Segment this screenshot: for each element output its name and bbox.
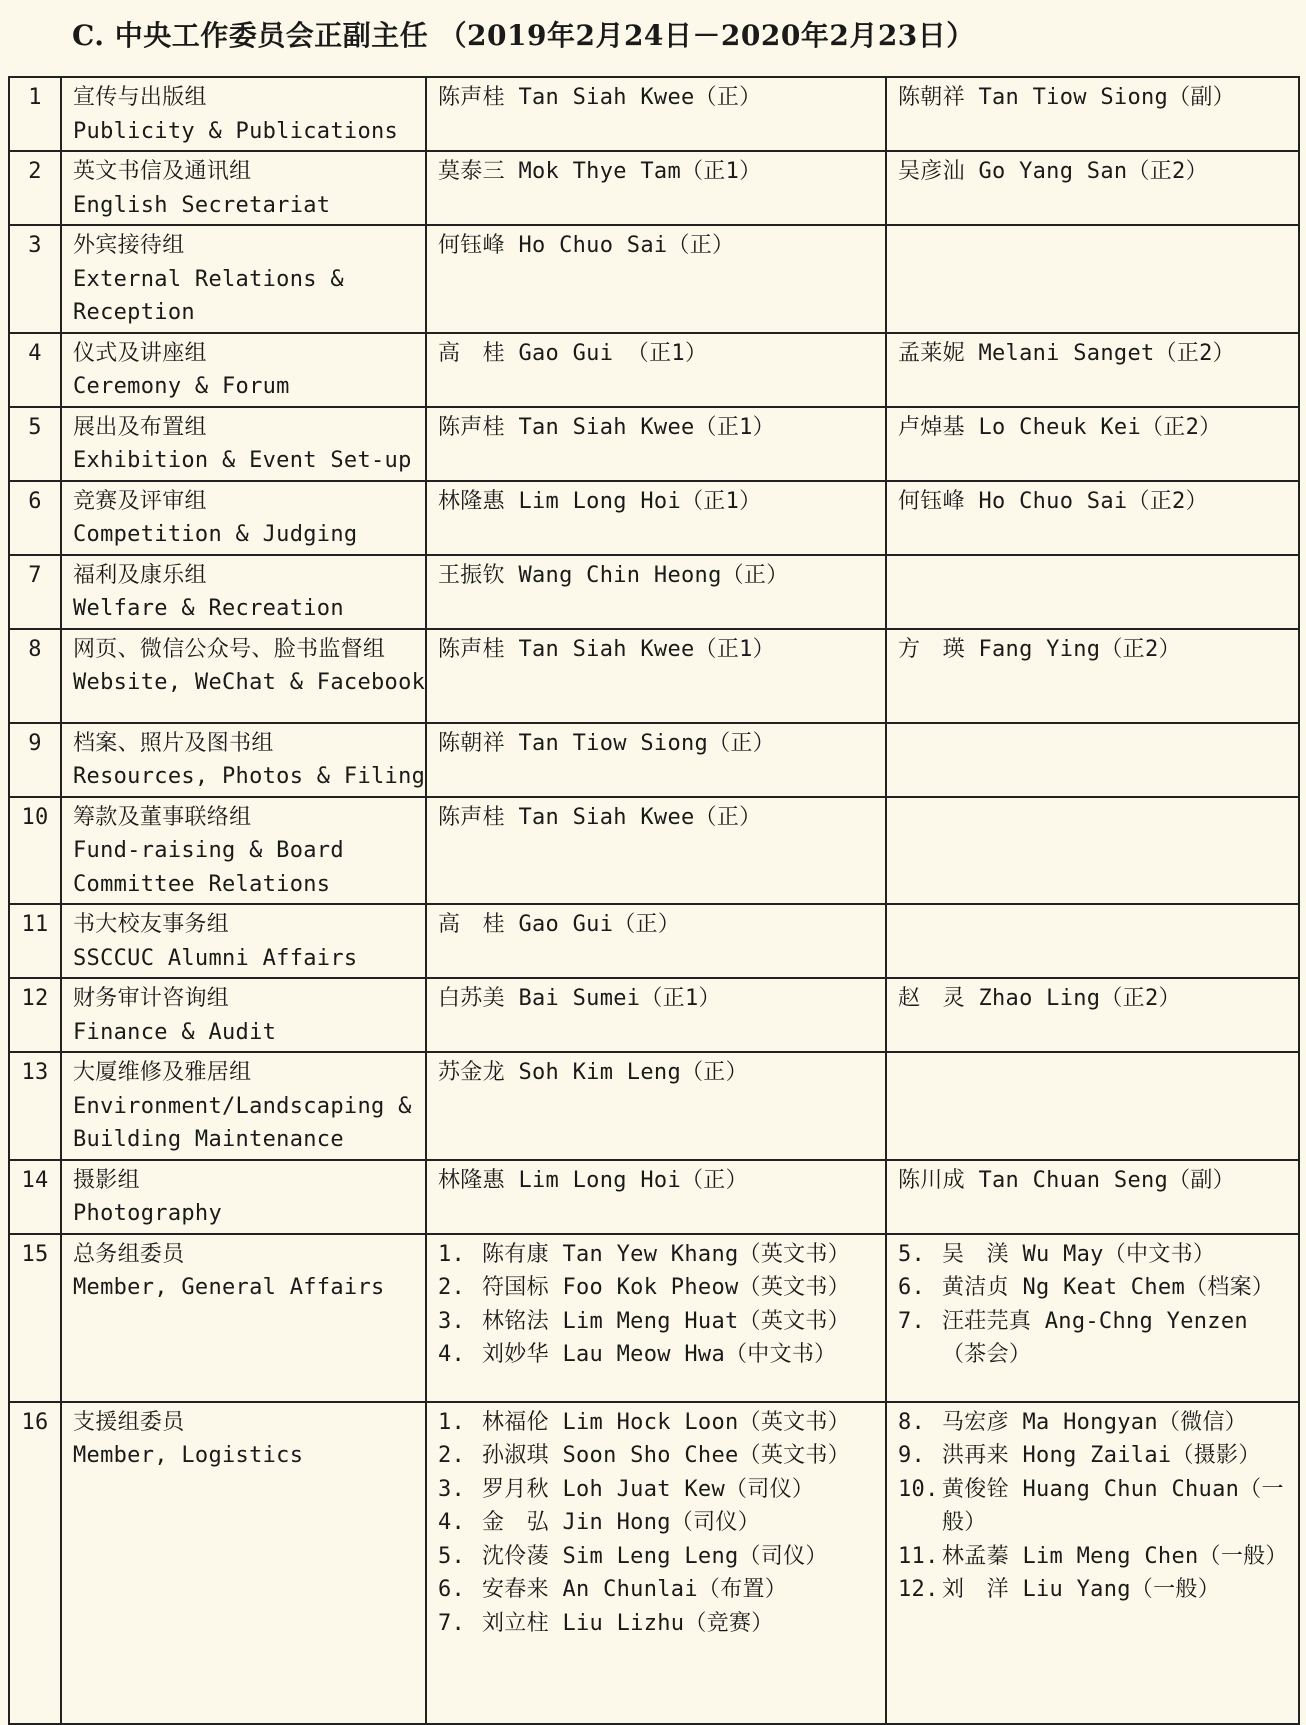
item-index: 2. [438, 1275, 466, 1300]
group-cell [61, 407, 426, 481]
member-name: 陈有康 Tan Yew Khang（英文书） [482, 1241, 851, 1267]
table-row [9, 723, 1299, 797]
group-name-en: Photography [73, 1201, 222, 1226]
group-cell [61, 723, 426, 797]
secondary-leader [886, 555, 1299, 629]
row-number: 12 [9, 978, 61, 1052]
row-number: 1 [9, 77, 61, 151]
group-cell [61, 333, 426, 407]
group-name-cn: 财务审计咨询组 [73, 986, 230, 1011]
group-cell [61, 1160, 426, 1234]
list-item [898, 1406, 1292, 1440]
group-name-cn: 外宾接待组 [73, 233, 185, 258]
primary-leader: 高 桂 Gao Gui （正1） [426, 333, 886, 407]
primary-leader: 莫泰三 Mok Thye Tam（正1） [426, 151, 886, 225]
secondary-leader [886, 797, 1299, 905]
item-index: 1. [438, 1241, 466, 1267]
group-name-en: Environment/Landscaping & Building Maintenance [73, 1093, 412, 1152]
group-name-en: Member, General Affairs [73, 1275, 385, 1300]
primary-leader: 陈朝祥 Tan Tiow Siong（正） [426, 723, 886, 797]
list-item [898, 1573, 1292, 1607]
item-index: 7. [898, 1308, 926, 1334]
list-item [438, 1271, 879, 1305]
primary-leader: 林隆惠 Lim Long Hoi（正） [426, 1160, 886, 1234]
group-cell [61, 629, 426, 723]
primary-leader: 何钰峰 Ho Chuo Sai（正） [426, 225, 886, 333]
row-number: 16 [9, 1402, 61, 1724]
primary-leader: 白苏美 Bai Sumei（正1） [426, 978, 886, 1052]
member-list-right [886, 1402, 1299, 1724]
group-name-en: Fund-raising & Board Committee Relations [73, 838, 344, 897]
list-item [438, 1238, 879, 1272]
secondary-leader: 赵 灵 Zhao Ling（正2） [886, 978, 1299, 1052]
table-row [9, 1160, 1299, 1234]
member-name: 孙淑琪 Soon Sho Chee（英文书） [482, 1443, 851, 1468]
list-item [898, 1439, 1292, 1473]
item-index: 5. [898, 1241, 926, 1267]
row-number: 5 [9, 407, 61, 481]
member-name: 吴 渼 Wu May（中文书） [942, 1241, 1216, 1267]
list-item [438, 1506, 879, 1540]
item-index: 7. [438, 1610, 466, 1636]
item-index: 1. [438, 1409, 466, 1435]
row-number: 9 [9, 723, 61, 797]
member-name: 马宏彦 Ma Hongyan（微信） [942, 1409, 1248, 1435]
primary-leader: 王振钦 Wang Chin Heong（正） [426, 555, 886, 629]
row-number: 10 [9, 797, 61, 905]
secondary-leader [886, 1052, 1299, 1160]
group-name-cn: 总务组委员 [73, 1241, 185, 1267]
group-name-cn: 英文书信及通讯组 [73, 159, 252, 184]
member-name: 沈伶蓤 Sim Leng Leng（司仪） [482, 1543, 828, 1569]
row-number: 3 [9, 225, 61, 333]
group-name-en: Finance & Audit [73, 1019, 277, 1045]
item-index: 4. [438, 1342, 466, 1367]
group-name-en: Ceremony & Forum [73, 374, 290, 399]
group-name-en: Exhibition & Event Set-up [73, 448, 412, 473]
page-title: C. 中央工作委员会正副主任 （2019年2月24日－2020年2月23日） [72, 19, 975, 52]
member-name: 安春来 An Chunlai（布置） [482, 1577, 788, 1602]
member-name: 刘立柱 Liu Lizhu（竞赛） [482, 1610, 774, 1636]
group-cell [61, 904, 426, 978]
secondary-leader [886, 225, 1299, 333]
member-name: 符国标 Foo Kok Pheow（英文书） [482, 1275, 851, 1300]
group-cell [61, 978, 426, 1052]
group-name-en: Member, Logistics [73, 1443, 304, 1468]
member-name: 罗月秋 Loh Juat Kew（司仪） [482, 1476, 815, 1502]
group-name-cn: 宣传与出版组 [73, 85, 207, 110]
group-name-cn: 摄影组 [73, 1167, 140, 1193]
group-name-cn: 竞赛及评审组 [73, 488, 207, 514]
group-name-cn: 网页、微信公众号、脸书监督组 [73, 636, 386, 662]
item-index: 3. [438, 1308, 466, 1334]
table-row [9, 797, 1299, 905]
primary-leader: 陈声桂 Tan Siah Kwee（正） [426, 77, 886, 151]
table-row [9, 1234, 1299, 1402]
group-cell [61, 555, 426, 629]
table-row [9, 1402, 1299, 1724]
group-name-en: Resources, Photos & Filing [73, 764, 426, 789]
member-name: 刘妙华 Lau Meow Hwa（中文书） [482, 1342, 837, 1367]
member-name: 金 弘 Jin Hong（司仪） [482, 1510, 761, 1535]
secondary-leader: 方 瑛 Fang Ying（正2） [886, 629, 1299, 723]
table-row [9, 1052, 1299, 1160]
member-name: 洪再来 Hong Zailai（摄影） [942, 1443, 1261, 1468]
row-number: 4 [9, 333, 61, 407]
group-cell [61, 797, 426, 905]
list-item [438, 1573, 879, 1607]
row-number: 13 [9, 1052, 61, 1160]
list-item [898, 1540, 1292, 1574]
table-row [9, 555, 1299, 629]
list-item [438, 1540, 879, 1574]
item-index: 4. [438, 1510, 466, 1535]
group-name-cn: 支援组委员 [73, 1409, 185, 1435]
list-item [438, 1439, 879, 1473]
row-number: 8 [9, 629, 61, 723]
table-row [9, 407, 1299, 481]
group-name-en: Publicity & Publications [73, 118, 399, 144]
table-row [9, 481, 1299, 555]
secondary-leader: 孟莱妮 Melani Sanget（正2） [886, 333, 1299, 407]
group-cell [61, 1234, 426, 1402]
item-index: 6. [898, 1275, 926, 1300]
list-item [898, 1305, 1292, 1372]
member-name: 林孟蓁 Lim Meng Chen（一般） [942, 1543, 1288, 1569]
table-row [9, 629, 1299, 723]
item-index: 2. [438, 1443, 466, 1468]
secondary-leader [886, 904, 1299, 978]
secondary-leader: 陈川成 Tan Chuan Seng（副） [886, 1160, 1299, 1234]
item-index: 5. [438, 1543, 466, 1569]
member-list-left [426, 1402, 886, 1724]
group-name-cn: 展出及布置组 [73, 414, 207, 440]
row-number: 11 [9, 904, 61, 978]
item-index: 3. [438, 1476, 466, 1502]
secondary-leader: 陈朝祥 Tan Tiow Siong（副） [886, 77, 1299, 151]
row-number: 15 [9, 1234, 61, 1402]
member-name: 刘 洋 Liu Yang（一般） [942, 1577, 1221, 1602]
primary-leader: 林隆惠 Lim Long Hoi（正1） [426, 481, 886, 555]
group-cell [61, 77, 426, 151]
group-name-en: SSCCUC Alumni Affairs [73, 945, 358, 971]
row-number: 2 [9, 151, 61, 225]
member-name: 黄俊铨 Huang Chun Chuan（一般） [942, 1476, 1284, 1535]
group-cell [61, 225, 426, 333]
item-index: 10. [898, 1476, 939, 1502]
primary-leader: 苏金龙 Soh Kim Leng（正） [426, 1052, 886, 1160]
group-name-en: External Relations & Reception [73, 266, 344, 325]
list-item [898, 1238, 1292, 1272]
list-item [438, 1305, 879, 1339]
committee-table [8, 76, 1300, 1725]
group-name-cn: 档案、照片及图书组 [73, 730, 274, 756]
row-number: 7 [9, 555, 61, 629]
group-name-cn: 大厦维修及雅居组 [73, 1060, 252, 1085]
group-name-en: English Secretariat [73, 192, 331, 218]
group-name-en: Website, WeChat & Facebook [73, 670, 426, 695]
member-name: 林铭法 Lim Meng Huat（英文书） [482, 1308, 851, 1334]
member-name: 汪荘芫真 Ang-Chng Yenzen（茶会） [942, 1308, 1248, 1367]
table-row [9, 333, 1299, 407]
table-row [9, 978, 1299, 1052]
primary-leader: 陈声桂 Tan Siah Kwee（正1） [426, 629, 886, 723]
list-item [438, 1607, 879, 1641]
member-name: 林福伦 Lim Hock Loon（英文书） [482, 1409, 851, 1435]
item-index: 9. [898, 1443, 926, 1468]
table-row [9, 77, 1299, 151]
primary-leader: 陈声桂 Tan Siah Kwee（正1） [426, 407, 886, 481]
table-row [9, 225, 1299, 333]
list-item [898, 1271, 1292, 1305]
group-name-cn: 书大校友事务组 [73, 912, 230, 937]
table-row [9, 151, 1299, 225]
group-cell [61, 1402, 426, 1724]
group-name-en: Competition & Judging [73, 522, 358, 547]
secondary-leader: 何钰峰 Ho Chuo Sai（正2） [886, 481, 1299, 555]
row-number: 6 [9, 481, 61, 555]
group-cell [61, 481, 426, 555]
group-name-cn: 仪式及讲座组 [73, 340, 207, 366]
member-name: 黄洁贞 Ng Keat Chem（档案） [942, 1275, 1275, 1300]
group-name-cn: 筹款及董事联络组 [73, 804, 252, 830]
list-item [438, 1338, 879, 1372]
table-row [9, 904, 1299, 978]
group-cell [61, 151, 426, 225]
group-name-en: Welfare & Recreation [73, 596, 344, 621]
item-index: 6. [438, 1577, 466, 1602]
member-list-right [886, 1234, 1299, 1402]
item-index: 12. [898, 1577, 939, 1602]
primary-leader: 陈声桂 Tan Siah Kwee（正） [426, 797, 886, 905]
row-number: 14 [9, 1160, 61, 1234]
list-item [438, 1473, 879, 1507]
list-item [438, 1406, 879, 1440]
primary-leader: 高 桂 Gao Gui（正） [426, 904, 886, 978]
list-item [898, 1473, 1292, 1540]
secondary-leader: 吴彦汕 Go Yang San（正2） [886, 151, 1299, 225]
item-index: 8. [898, 1409, 926, 1435]
item-index: 11. [898, 1543, 939, 1569]
secondary-leader [886, 723, 1299, 797]
secondary-leader: 卢焯基 Lo Cheuk Kei（正2） [886, 407, 1299, 481]
group-name-cn: 福利及康乐组 [73, 562, 207, 588]
member-list-left [426, 1234, 886, 1402]
group-cell [61, 1052, 426, 1160]
